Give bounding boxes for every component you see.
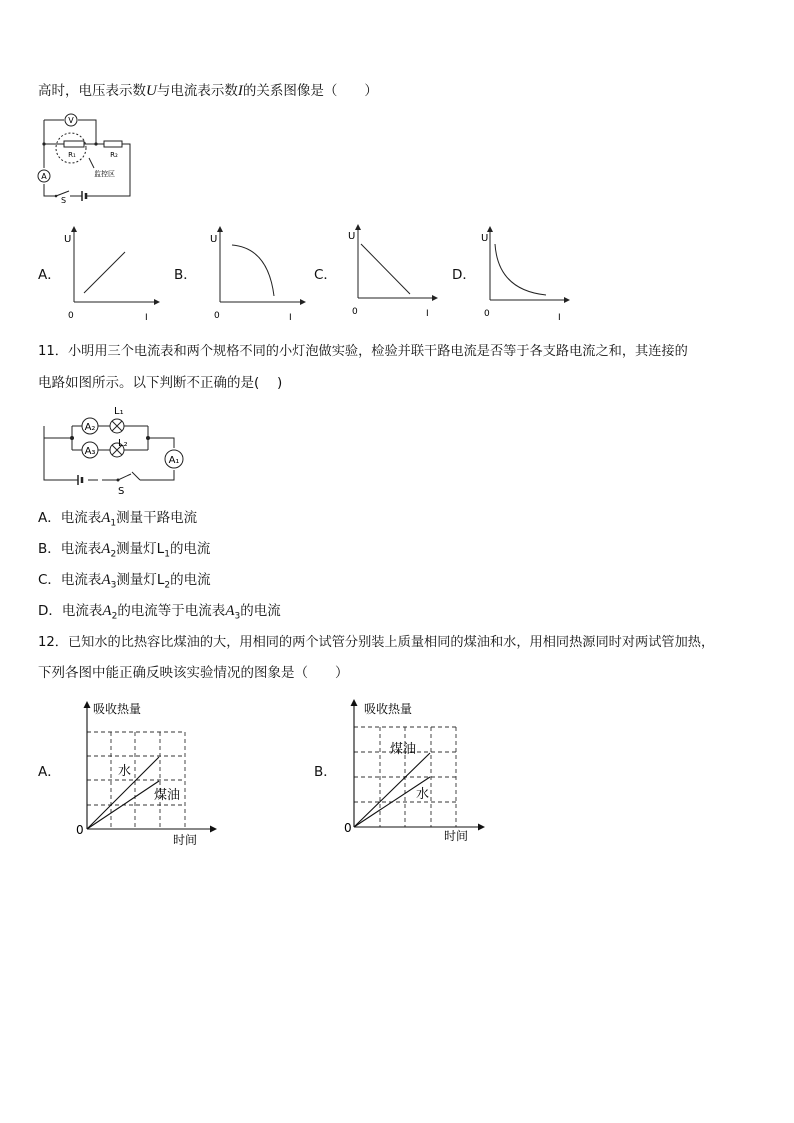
q11-b-lamp: L <box>156 541 165 557</box>
q10-a-xlabel: I <box>145 313 148 322</box>
q12-stem-line2: 下列各图中能正确反映该实验情况的图象是（ ） <box>38 665 349 681</box>
q10-b-origin: 0 <box>214 311 220 321</box>
q12-a-upper-label: 水 <box>118 764 132 779</box>
q11-c-post: 的电流 <box>170 572 211 588</box>
q10-option-d-letter: D． <box>452 267 476 283</box>
q10-meter-a: A <box>41 172 47 181</box>
q10-stem <box>38 81 378 101</box>
q10-curve-a <box>84 252 125 293</box>
q12-stem-line1: 12．已知水的比热容比煤油的大，用相同的两个试管分别装上质量相同的煤油和水，用相同热源同时对两试管加热， <box>38 635 715 650</box>
q11-c-pre: C．电流表 <box>38 572 102 588</box>
q11-b-post: 的电流 <box>169 541 211 557</box>
q10-a-ylabel: U <box>64 234 72 245</box>
q10-stem-a: 高时，电压表示数 <box>38 83 146 99</box>
q10-graph-b <box>206 226 306 322</box>
q11-a3-label: A₃ <box>84 446 96 457</box>
q11-d-meter2-sub: 3 <box>234 611 241 622</box>
q11-b-sub: 2 <box>110 549 117 560</box>
q10-r2-label: R₂ <box>110 151 118 159</box>
q12-graph-b <box>338 697 488 847</box>
q11-d-meter2: A <box>225 603 235 619</box>
q10-graph-a <box>60 226 160 322</box>
q10-d-ylabel: U <box>481 233 489 244</box>
q11-a1-label: A₁ <box>168 455 180 466</box>
q10-curve-c <box>361 244 410 294</box>
q11-a-meter: A <box>101 510 111 526</box>
q11-option-b[interactable] <box>38 539 210 565</box>
q12-b-xlabel: 时间 <box>444 829 469 843</box>
q11-a2-label: A₂ <box>84 422 96 433</box>
q11-option-c[interactable] <box>38 570 211 596</box>
q10-curve-d <box>495 244 546 295</box>
q10-c-xlabel: I <box>426 309 429 319</box>
q11-c-lampsub: 2 <box>164 580 171 591</box>
q12-b-origin: 0 <box>344 821 352 835</box>
q10-b-xlabel: I <box>289 313 292 322</box>
q11-stem-line1: 11．小明用三个电流表和两个规格不同的小灯泡做实验，检验并联干路电流是否等于各支路电流之和，其连接的 <box>38 344 688 359</box>
q11-b-lampsub: 1 <box>164 549 170 560</box>
q11-b-mid: 测量灯 <box>116 541 157 557</box>
q10-var-i: I <box>237 83 243 99</box>
q10-curve-b <box>232 245 274 296</box>
q10-graph-c <box>344 224 444 320</box>
q11-c-mid: 测量灯 <box>116 572 157 588</box>
q10-d-xlabel: I <box>558 313 561 322</box>
q10-d-origin: 0 <box>484 309 490 319</box>
q10-monitor-label: 监控区 <box>94 170 115 178</box>
q12-b-lower-label: 水 <box>416 787 430 802</box>
q12-option-a-letter: A． <box>38 764 61 780</box>
q11-c-lamp: L <box>156 572 165 588</box>
q11-d-meter: A <box>102 603 112 619</box>
q12-a-origin: 0 <box>76 823 84 837</box>
q12-a-lower-label: 煤油 <box>154 788 181 803</box>
q11-b-meter: A <box>101 541 111 557</box>
q10-switch-label: S <box>61 196 67 205</box>
q11-d-mid: 的电流等于电流表 <box>117 603 226 619</box>
q12-b-ylabel: 吸收热量 <box>364 702 413 716</box>
q11-c-meter: A <box>101 572 111 588</box>
q11-option-a[interactable] <box>38 508 197 534</box>
q10-b-ylabel: U <box>210 234 218 245</box>
q12-a-xlabel: 时间 <box>173 833 198 847</box>
q11-switch-label: S <box>118 486 125 497</box>
q12-b-upper-label: 煤油 <box>390 742 417 757</box>
q11-option-d[interactable] <box>38 601 281 627</box>
q12-option-b-letter: B． <box>314 764 337 780</box>
q11-circuit-diagram <box>34 402 194 498</box>
q10-r1-label: R₁ <box>68 151 76 159</box>
q10-circuit-diagram <box>34 110 134 205</box>
q10-option-a-letter: A． <box>38 267 61 283</box>
q10-c-origin: 0 <box>352 307 358 317</box>
q10-var-u: U <box>146 83 157 99</box>
q10-c-ylabel: U <box>348 231 356 242</box>
q11-a-mid: 测量干路电流 <box>116 510 198 526</box>
q11-c-sub: 3 <box>110 580 117 591</box>
q12-graph-a <box>70 698 220 848</box>
q10-a-origin: 0 <box>68 311 74 321</box>
q11-l2-label: L₂ <box>118 438 128 449</box>
q10-stem-b: 与电流表示数 <box>156 83 238 99</box>
q10-option-c-letter: C． <box>314 267 337 283</box>
q10-stem-c: 的关系图像是（ ） <box>242 83 378 99</box>
q10-meter-v: V <box>68 116 74 125</box>
q11-a-sub: 1 <box>110 518 117 529</box>
q11-d-post: 的电流 <box>240 603 281 619</box>
q11-a-pre: A．电流表 <box>38 510 102 526</box>
q11-stem-line2: 电路如图所示。以下判断不正确的是( ) <box>38 375 283 391</box>
q11-d-pre: D．电流表 <box>38 603 103 619</box>
q11-d-sub: 2 <box>111 611 118 622</box>
q10-graph-d <box>478 226 578 322</box>
q10-option-b-letter: B． <box>174 267 197 283</box>
q11-l1-label: L₁ <box>114 406 124 417</box>
q12-a-ylabel: 吸收热量 <box>93 702 142 716</box>
q11-b-pre: B．电流表 <box>38 541 102 557</box>
